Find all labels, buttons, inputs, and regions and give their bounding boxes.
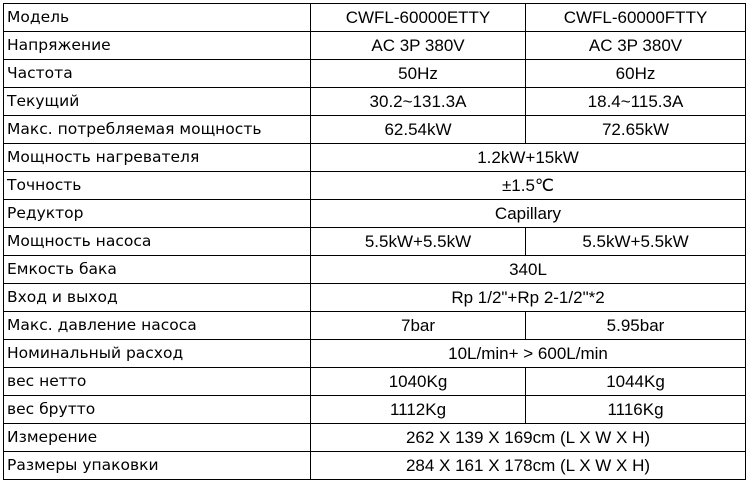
table-row — [4, 256, 746, 284]
row-value-col2: 60Hz — [526, 60, 746, 88]
row-label: Размеры упаковки — [4, 452, 311, 480]
table-row — [4, 144, 746, 172]
row-value-merged: 1.2kW+15kW — [311, 144, 746, 172]
row-value-col2: 1116Kg — [526, 396, 746, 424]
row-value-col1: 1112Kg — [311, 396, 526, 424]
table-header-row — [4, 4, 746, 32]
row-label: Измерение — [4, 424, 311, 452]
row-value-merged: Capillary — [311, 200, 746, 228]
model-label: Модель — [4, 4, 311, 32]
table-row — [4, 396, 746, 424]
row-label: вес брутто — [4, 396, 311, 424]
row-value-col1: 7bar — [311, 312, 526, 340]
table-row — [4, 312, 746, 340]
table-row — [4, 200, 746, 228]
row-value-col2: 5.5kW+5.5kW — [526, 228, 746, 256]
table-row — [4, 32, 746, 60]
row-value-col1: AC 3P 380V — [311, 32, 526, 60]
model-col2-name: CWFL-60000FTTY — [526, 4, 746, 32]
row-value-col2: 5.95bar — [526, 312, 746, 340]
row-label: Точность — [4, 172, 311, 200]
table-row — [4, 60, 746, 88]
table-row — [4, 228, 746, 256]
table-row — [4, 340, 746, 368]
row-label: Макс. давление насоса — [4, 312, 311, 340]
row-value-merged: 340L — [311, 256, 746, 284]
table-row — [4, 452, 746, 480]
specifications-table-body — [4, 4, 746, 480]
row-value-merged: ±1.5℃ — [311, 172, 746, 200]
row-label: Редуктор — [4, 200, 311, 228]
row-label: Частота — [4, 60, 311, 88]
table-row — [4, 172, 746, 200]
row-label: Емкость бака — [4, 256, 311, 284]
row-label: Напряжение — [4, 32, 311, 60]
row-value-col1: 30.2~131.3A — [311, 88, 526, 116]
row-value-col1: 50Hz — [311, 60, 526, 88]
row-value-col2: 72.65kW — [526, 116, 746, 144]
row-value-merged: 284 X 161 X 178cm (L X W X H) — [311, 452, 746, 480]
row-value-merged: 262 X 139 X 169cm (L X W X H) — [311, 424, 746, 452]
row-label: вес нетто — [4, 368, 311, 396]
table-row — [4, 368, 746, 396]
table-row — [4, 88, 746, 116]
row-value-col2: 1044Kg — [526, 368, 746, 396]
row-label: Вход и выход — [4, 284, 311, 312]
table-row — [4, 116, 746, 144]
row-value-col2: 18.4~115.3A — [526, 88, 746, 116]
model-col1-name: CWFL-60000ETTY — [311, 4, 526, 32]
row-value-merged: 10L/min+ > 600L/min — [311, 340, 746, 368]
table-row — [4, 284, 746, 312]
row-label: Текущий — [4, 88, 311, 116]
row-label: Номинальный расход — [4, 340, 311, 368]
row-value-col2: AC 3P 380V — [526, 32, 746, 60]
table-row — [4, 424, 746, 452]
row-label: Мощность насоса — [4, 228, 311, 256]
row-value-col1: 5.5kW+5.5kW — [311, 228, 526, 256]
specifications-table — [3, 3, 746, 480]
row-label: Мощность нагревателя — [4, 144, 311, 172]
row-label: Макс. потребляемая мощность — [4, 116, 311, 144]
row-value-col1: 62.54kW — [311, 116, 526, 144]
row-value-merged: Rp 1/2"+Rp 2-1/2"*2 — [311, 284, 746, 312]
row-value-col1: 1040Kg — [311, 368, 526, 396]
